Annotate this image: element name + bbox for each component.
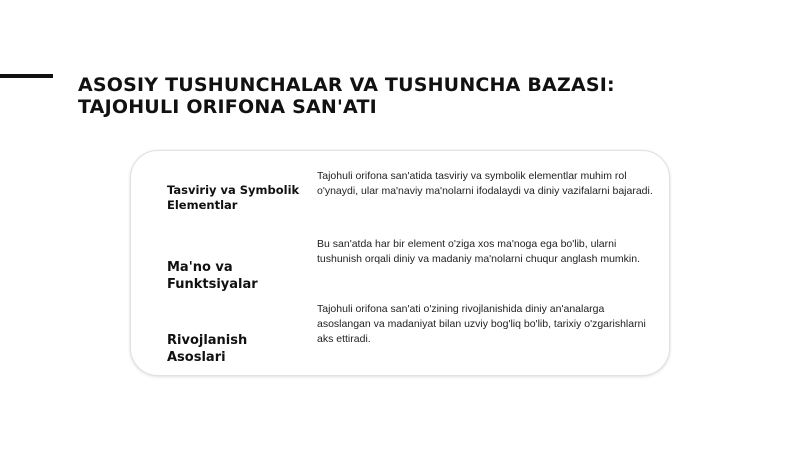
concept-description-development-foundations: Tajohuli orifona san'ati o'zining rivojlanishida diniy an'analarga asoslangan va madaniyat bilan uzviy bog'liq bo'lib, tarixiy o'zgarishlarni aks ettiradi. (317, 303, 646, 345)
concept-term-development-foundations: Rivojlanish Asoslari (167, 333, 248, 365)
slide-title-line-2: TAJOHULI ORIFONA SAN'ATI (78, 96, 377, 118)
concept-term-meaning-functions: Ma'no va Funktsiyalar (167, 260, 258, 292)
concept-term-symbolic-elements: Tasviriy va Symbolik Elementlar (167, 183, 300, 212)
concept-description-symbolic-elements: Tajohuli orifona san'atida tasviriy va symbolik elementlar muhim rol o'ynaydi, ular ma'naviy ma'nolarni ifodalaydi va diniy vazifalarni bajaradi. (317, 170, 653, 197)
title-accent-bar (0, 74, 53, 78)
slide-title-line-1: ASOSIY TUSHUNCHALAR VA TUSHUNCHA BAZASI: (78, 74, 615, 96)
concepts-card (130, 150, 670, 376)
slide-title (78, 74, 718, 118)
concept-description-meaning-functions: Bu san'atda har bir element o'ziga xos ma'noga ega bo'lib, ularni tushunish orqali diniy va madaniy ma'nolarni chuqur anglash mumkin. (317, 238, 641, 265)
